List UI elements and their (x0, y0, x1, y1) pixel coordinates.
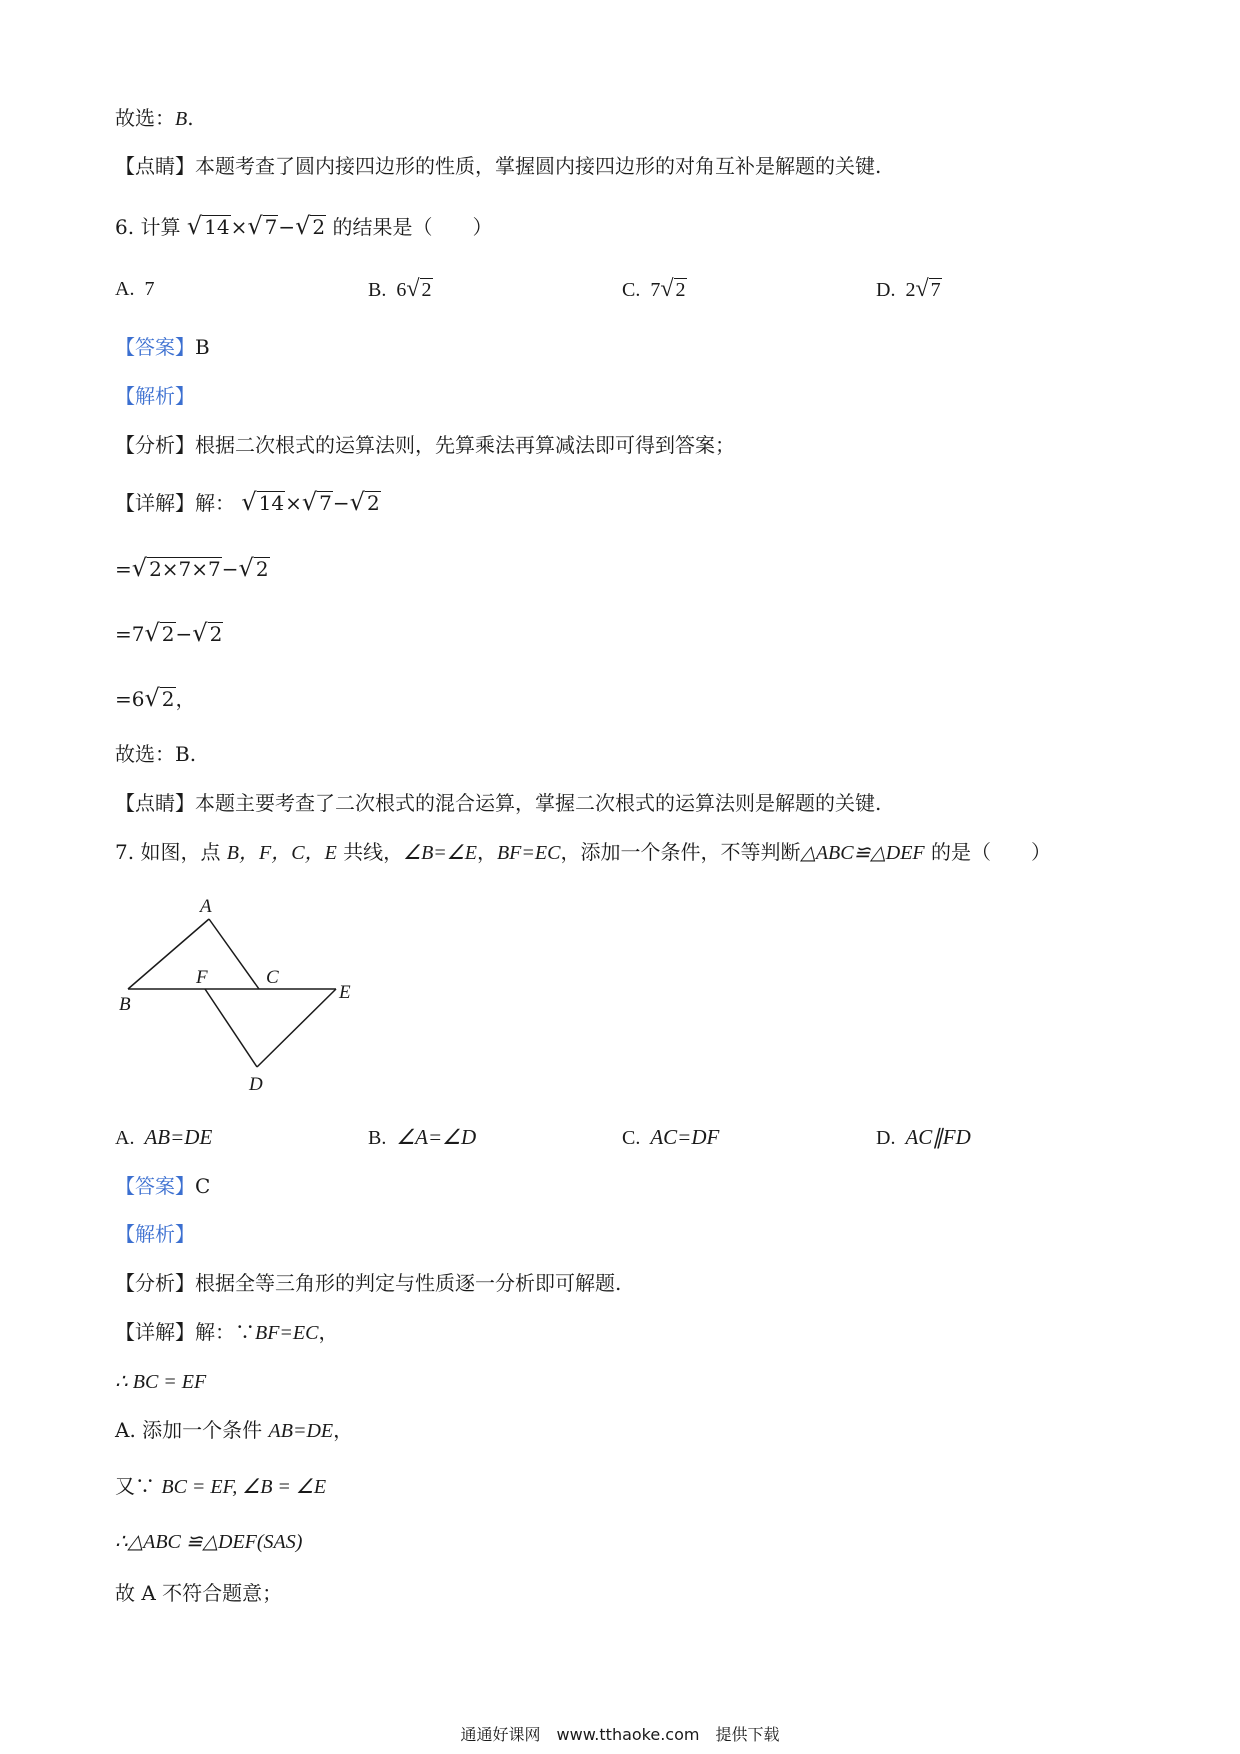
q6-fenxi: 【分析】根据二次根式的运算法则，先算乘法再算减法即可得到答案； (115, 433, 735, 457)
label-f: F (196, 967, 208, 988)
q6-detail: 【详解】解： √ 14×√ 7−√ 2 (115, 488, 380, 516)
q7-therefore2: ∴△ABC ≌△DEF(SAS) (115, 1531, 303, 1553)
q7-fenxi: 【分析】根据全等三角形的判定与性质逐一分析即可解题. (115, 1271, 622, 1295)
segment-de (257, 989, 336, 1067)
q6-option-a: A. 7 (115, 278, 155, 300)
answer-tag: 【答案】 (115, 1174, 195, 1198)
q7-again: 又∵ BC = EF, ∠B = ∠E (115, 1474, 327, 1498)
label-b: B (119, 994, 131, 1015)
q6-step2: =7√ 2−√ 2 (115, 619, 223, 647)
q7-option-b: B. ∠A=∠D (368, 1125, 477, 1149)
q6-stem: 6. 计算 √ 14×√ 7−√ 2 的结果是（ ） (115, 212, 493, 240)
q6-answer: 【答案】B (115, 335, 210, 359)
q6-step3: =6√ 2， (115, 684, 196, 712)
segment-ac (209, 919, 259, 989)
comment-tag: 【点睛】 (115, 154, 195, 178)
q6-option-c: C. 7√ 2 (622, 276, 686, 302)
q7-answer: 【答案】C (115, 1174, 211, 1198)
q6-option-d: D. 2√ 7 (876, 276, 941, 302)
page-footer: 通通好课网 www.tthaoke.com 提供下载 (460, 1725, 780, 1744)
segment-fd (205, 989, 257, 1067)
q7-option-a: A. AB=DE (115, 1125, 213, 1149)
q7-analysis-tag: 【解析】 (115, 1222, 195, 1246)
q7-detail: 【详解】解：∵BF=EC， (115, 1320, 339, 1344)
q7-a-conclusion: 故 A 不符合题意； (115, 1581, 283, 1605)
label-e: E (339, 982, 351, 1003)
q7-option-c: C. AC=DF (622, 1125, 720, 1149)
label-d: D (249, 1074, 263, 1095)
label-a: A (200, 896, 212, 917)
q7-therefore1: ∴ BC = EF (115, 1371, 207, 1393)
q6-conclusion: 故选：B. (115, 742, 197, 766)
conclusion-line: 故选：B. (115, 106, 194, 130)
q7-stem: 7. 如图，点 B，F，C，E 共线，∠B=∠E，BF=EC，添加一个条件，不等判断△ABC≌△DEF 的是（ ） (115, 840, 1051, 864)
answer-tag: 【答案】 (115, 335, 195, 359)
q7-option-a-condition: A. 添加一个条件 AB=DE， (115, 1418, 354, 1442)
q6-comment: 【点睛】本题主要考查了二次根式的混合运算，掌握二次根式的运算法则是解题的关键. (115, 791, 882, 815)
triangle-figure (110, 885, 370, 1097)
comment-line: 【点睛】本题考查了圆内接四边形的性质，掌握圆内接四边形的对角互补是解题的关键. (115, 154, 882, 178)
q6-step1: =√ 2×7×7−√ 2 (115, 554, 269, 582)
label-c: C (266, 967, 279, 988)
q6-option-b: B. 6√ 2 (368, 276, 432, 302)
q7-option-d: D. AC∥FD (876, 1125, 971, 1149)
q6-analysis-tag: 【解析】 (115, 384, 195, 408)
